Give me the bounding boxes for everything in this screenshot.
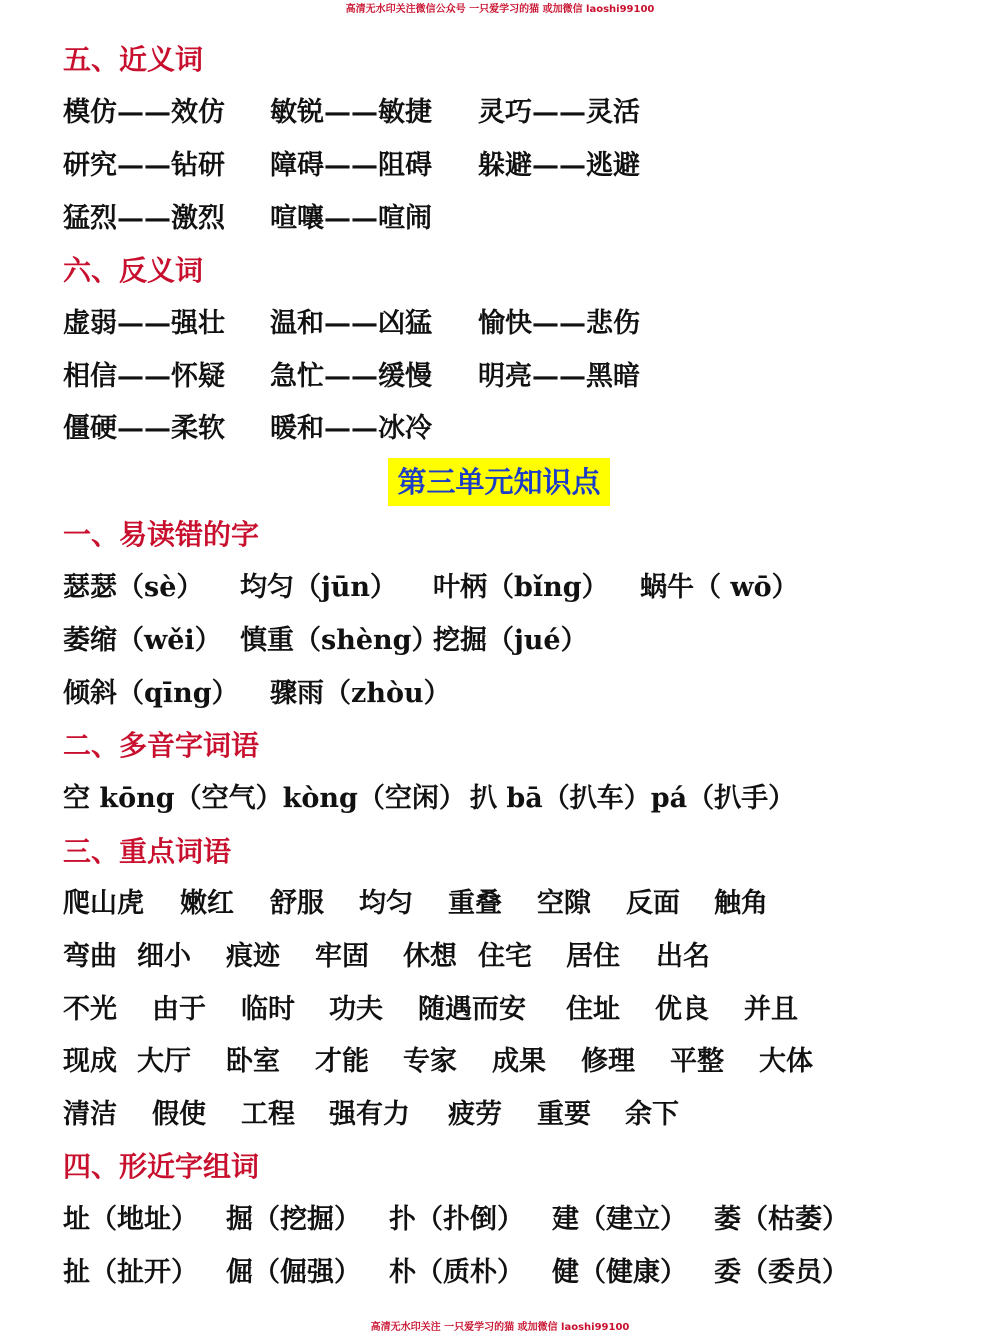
key-word: 反面 [626, 888, 680, 919]
key-word: 重要 [537, 1099, 591, 1130]
polyphone-item: 扒 bā（扒车）pá（扒手） [470, 783, 796, 814]
misread-item: 萎缩（wěi） [63, 625, 222, 656]
misread-item: 慎重（shèng） [240, 625, 439, 656]
key-word: 重叠 [448, 888, 502, 919]
synonym-pair: 模仿——效仿 [63, 97, 225, 128]
key-word: 触角 [714, 888, 768, 919]
synonym-pair: 躲避——逃避 [478, 150, 640, 181]
key-word: 居住 [566, 941, 620, 972]
misread-item: 倾斜（qīng） [63, 678, 239, 709]
similar-char-item: 朴（质朴） [389, 1257, 524, 1288]
similar-char-item: 萎（枯萎） [714, 1204, 849, 1235]
similar-char-item: 建（建立） [552, 1204, 687, 1235]
key-word: 舒服 [270, 888, 324, 919]
watermark-banner-bottom: 高清无水印关注 一只爱学习的猫 或加微信 laoshi99100 [370, 1322, 630, 1333]
synonym-pair: 喧嚷——喧闹 [270, 203, 432, 234]
key-word: 细小 [137, 941, 191, 972]
key-word: 大厅 [137, 1046, 191, 1077]
similar-char-item: 址（地址） [63, 1204, 198, 1235]
antonym-pair: 暖和——冰冷 [270, 413, 432, 444]
key-word: 优良 [655, 994, 709, 1025]
key-word: 假使 [152, 1099, 206, 1130]
similar-char-item: 健（健康） [552, 1257, 687, 1288]
key-word: 强有力 [329, 1099, 410, 1130]
section-title-key-words: 三、重点词语 [63, 835, 232, 868]
antonym-pair: 明亮——黑暗 [478, 361, 640, 392]
key-word: 大体 [759, 1046, 813, 1077]
key-word: 出名 [656, 941, 710, 972]
synonym-pair: 研究——钻研 [63, 150, 225, 181]
misread-item: 骤雨（zhòu） [270, 678, 451, 709]
antonym-pair: 虚弱——强壮 [63, 308, 225, 339]
synonym-pair: 障碍——阻碍 [270, 150, 432, 181]
key-word: 余下 [625, 1099, 679, 1130]
misread-item: 挖掘（jué） [433, 625, 588, 656]
watermark-banner-top: 高清无水印关注微信公众号 一只爱学习的猫 或加微信 laoshi99100 [345, 4, 655, 15]
section-title-synonyms: 五、近义词 [63, 43, 204, 76]
key-word: 临时 [241, 994, 295, 1025]
similar-char-item: 委（委员） [714, 1257, 849, 1288]
key-word: 才能 [315, 1046, 369, 1077]
synonym-pair: 灵巧——灵活 [478, 97, 640, 128]
misread-item: 瑟瑟（sè） [63, 572, 204, 603]
misread-item: 蜗牛（ wō） [640, 572, 799, 603]
key-word: 并且 [744, 994, 798, 1025]
key-word: 平整 [670, 1046, 724, 1077]
antonym-pair: 急忙——缓慢 [270, 361, 432, 392]
key-word: 卧室 [226, 1046, 280, 1077]
unit-title-highlight: 第三单元知识点 [388, 458, 610, 506]
key-word: 住宅 [478, 941, 532, 972]
key-word: 嫩红 [180, 888, 234, 919]
similar-char-item: 倔（倔强） [226, 1257, 361, 1288]
key-word: 牢固 [315, 941, 369, 972]
key-word: 不光 [63, 994, 117, 1025]
similar-char-item: 掘（挖掘） [226, 1204, 361, 1235]
key-word: 工程 [241, 1099, 295, 1130]
antonym-pair: 温和——凶猛 [270, 308, 432, 339]
key-word: 现成 [63, 1046, 117, 1077]
antonym-pair: 僵硬——柔软 [63, 413, 225, 444]
similar-char-item: 扑（扑倒） [389, 1204, 524, 1235]
antonym-pair: 相信——怀疑 [63, 361, 225, 392]
key-word: 成果 [492, 1046, 546, 1077]
section-title-polyphones: 二、多音字词语 [63, 729, 260, 762]
antonym-pair: 愉快——悲伤 [478, 308, 640, 339]
key-word: 弯曲 [63, 941, 117, 972]
section-title-misread: 一、易读错的字 [63, 518, 260, 551]
polyphone-item: 空 kōng（空气）kòng（空闲） [63, 783, 466, 814]
misread-item: 均匀（jūn） [240, 572, 398, 603]
key-word: 修理 [581, 1046, 635, 1077]
key-word: 疲劳 [448, 1099, 502, 1130]
key-word: 由于 [152, 994, 206, 1025]
key-word: 住址 [566, 994, 620, 1025]
section-title-antonyms: 六、反义词 [63, 254, 204, 287]
key-word: 休想 [403, 941, 457, 972]
key-word: 空隙 [537, 888, 591, 919]
key-word: 功夫 [329, 994, 383, 1025]
key-word: 随遇而安 [418, 994, 526, 1025]
key-word: 爬山虎 [63, 888, 144, 919]
misread-item: 叶柄（bǐng） [433, 572, 609, 603]
key-word: 均匀 [359, 888, 413, 919]
key-word: 痕迹 [226, 941, 280, 972]
key-word: 清洁 [63, 1099, 117, 1130]
similar-char-item: 扯（扯开） [63, 1257, 198, 1288]
section-title-similar-chars: 四、形近字组词 [63, 1150, 260, 1183]
synonym-pair: 敏锐——敏捷 [270, 97, 432, 128]
synonym-pair: 猛烈——激烈 [63, 203, 225, 234]
key-word: 专家 [403, 1046, 457, 1077]
